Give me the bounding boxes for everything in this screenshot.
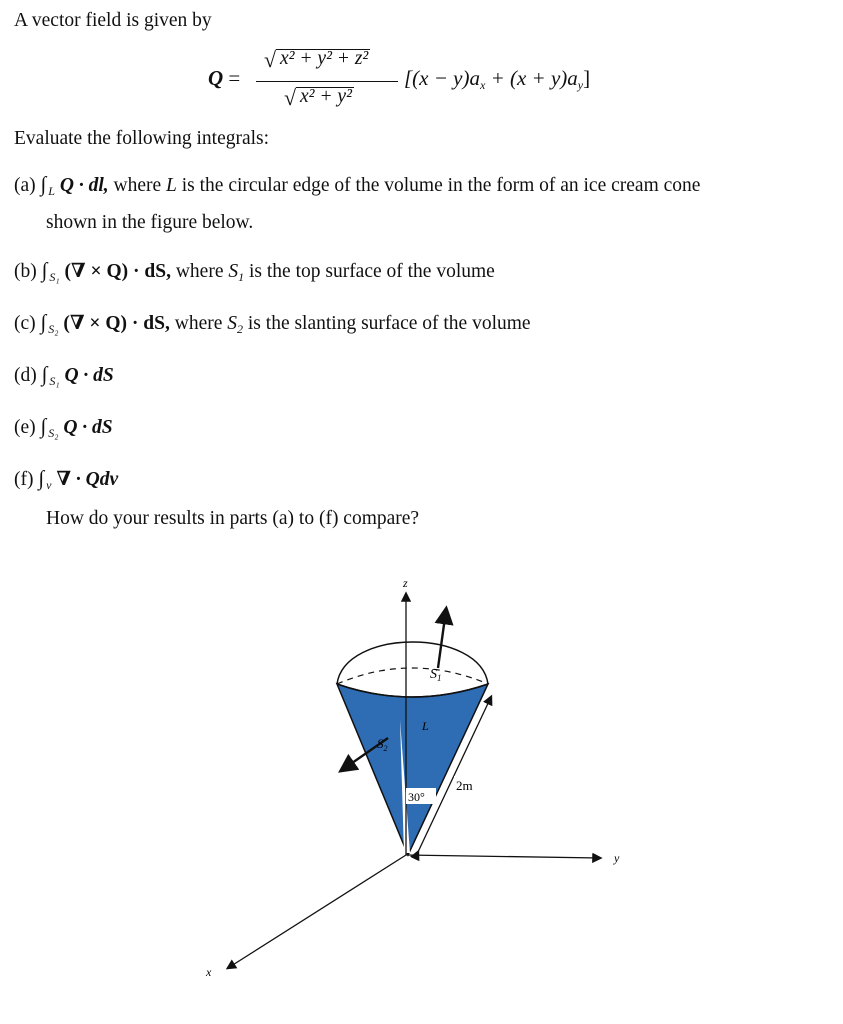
equation-lhs: Q = bbox=[208, 66, 241, 90]
angle-label: 30° bbox=[408, 790, 425, 804]
cone-surface bbox=[337, 684, 488, 855]
x-axis bbox=[228, 855, 406, 968]
evaluate-text: Evaluate the following integrals: bbox=[14, 128, 270, 149]
axis-y-label: y bbox=[614, 851, 620, 865]
cone-dome bbox=[337, 642, 488, 684]
item-d: (d) ∫ $_{S_1}$ Q · dS bbox=[14, 362, 114, 388]
label-s1: $S_1$ bbox=[430, 667, 442, 683]
item-e: (e) ∫ $_{S_2}$ Q · dS bbox=[14, 414, 113, 440]
fraction-denominator: √ x² + y² bbox=[284, 85, 352, 110]
length-label: 2m bbox=[456, 778, 473, 793]
item-c: (c) ∫ $_{S_2}$ (∇ × Q) · dS, where $S_2$ is the slanting surface of the volume bbox=[14, 310, 531, 336]
item-a-continued: shown in the figure below. bbox=[46, 212, 254, 233]
item-a: (a) ∫ $_L$ Q · dl, where L is the circular edge of the volume in the form of an ice cream cone bbox=[14, 172, 701, 198]
label-L: L bbox=[422, 719, 429, 733]
question-text: How do your results in parts (a) to (f) compare? bbox=[46, 508, 420, 529]
label-s2: $S_2$ bbox=[377, 736, 388, 753]
item-b: (b) ∫ $_{S_1}$ (∇ × Q) · dS, where $S_1$ is the top surface of the volume bbox=[14, 258, 495, 284]
y-axis bbox=[406, 855, 600, 858]
equation-rhs: $[(x - y)a_x + (x + y)a_y]$ bbox=[404, 66, 591, 92]
axis-x-label: x bbox=[206, 965, 212, 979]
item-f: (f) ∫ $_v$ ∇ · Qdv bbox=[14, 466, 119, 492]
intro-text: A vector field is given by bbox=[14, 10, 212, 31]
axis-z-label: z bbox=[403, 576, 408, 590]
fraction-numerator: √ x² + y² + z² bbox=[264, 47, 369, 72]
